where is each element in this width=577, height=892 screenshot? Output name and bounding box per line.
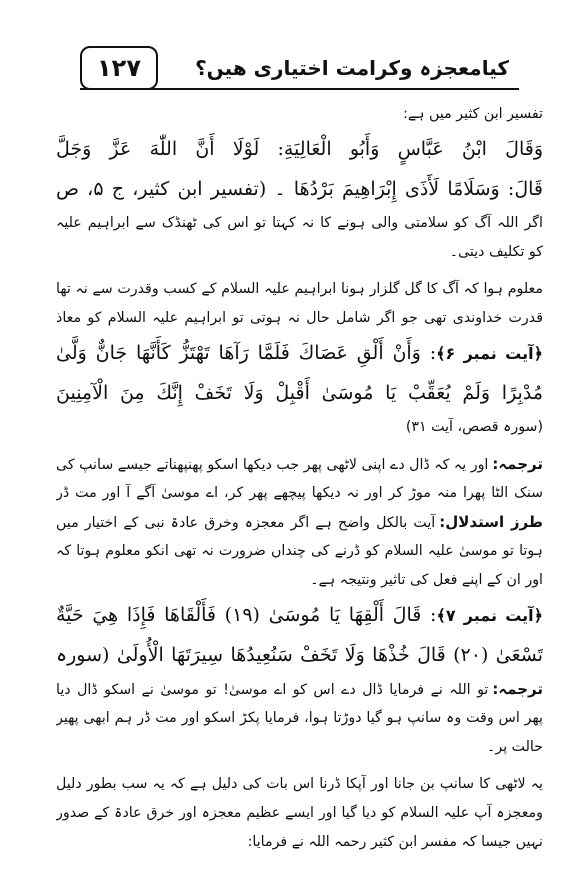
istidlal-line-3: اور ان کے اپنے فعل کی تاثیر ونتیجہ ہے۔: [310, 572, 543, 588]
translation-2-line-2: پھر اس وقت وہ سانپ ہو گیا دوڑتا ہوا، فرمایا پکڑ اسکو اور مت ڈر ہم ابھی پھیر: [56, 710, 543, 726]
translation-1-line-2: سنک الٹا پھرا منہ موڑ کر اور نہ دیکھا پیچھے پھر کر، اے موسیٰ آگے آ اور مت ڈر: [56, 485, 543, 501]
ayat-2-line-1: [56, 595, 543, 635]
istidlal-line-2: ہوتا تو موسیٰ علیہ السلام کو ڈرنے کی چنداں ضرورت نہ تھی انکو معلوم ہوتا کہ: [56, 543, 543, 559]
ayat-1-reference: (سورہ قصص، آیت ۳۱): [405, 419, 543, 435]
page-number-box: [80, 46, 158, 90]
translation-2-text-1: تو اللہ نے فرمایا ڈال دے اس کو اے موسیٰ! تو موسیٰ نے اسکو ڈال دیا: [56, 682, 489, 698]
ayat-1-line-2: مُدْبِرًا وَلَمْ يُعَقِّبْ يَا مُوسَىٰ أَقْبِلْ وَلَا تَخَفْ إِنَّكَ مِنَ الْآمِنِينَ: [56, 382, 543, 404]
paragraph-2-line-1: معلوم ہوا کہ آگ کا گل گلزار ہونا ابراہیم علیہ السلام کے کسب وقدرت سے نہ تھا: [56, 281, 543, 297]
intro-line: تفسیر ابن کثیر میں ہے:: [403, 106, 543, 122]
ayat-1-label: ﴿آیت نمبر ۶﴾: [436, 344, 543, 363]
translation-2-line-3: حالت پر۔: [487, 739, 543, 755]
ayat-1-text-1: : وَأَنْ أَلْقِ عَصَاكَ فَلَمَّا رَآهَا تَهْتَزُّ كَأَنَّهَا جَانٌّ وَلَّىٰ: [56, 342, 437, 364]
page-number: ۱۲۷: [97, 54, 141, 82]
istidlal-label: طرز استدلال:: [439, 513, 543, 531]
paragraph-1-line-1: اگر اللہ آگ کو سلامتی والی ہونے کا نہ کہتا تو اس کی ٹھنڈک سے ابراہیم علیہ: [56, 215, 543, 231]
paragraph-3-line-1: یہ لاٹھی کا سانپ بن جانا اور آپکا ڈرنا اس بات کی دلیل ہے کہ یہ سب بطور دلیل: [56, 776, 543, 792]
istidlal-text-1: آیت بالکل واضح ہے اگر معجزہ وخرق عادۃ نبی کے اختیار میں: [56, 515, 436, 531]
translation-1-label: ترجمہ:: [492, 455, 543, 473]
ayat-2-line-2: تَسْعَىٰ (۲۰) قَالَ خُذْهَا وَلَا تَخَفْ سَنُعِيدُهَا سِيرَتَهَا الْأُولَىٰ (سورہ: [56, 644, 543, 666]
translation-2-label: ترجمہ:: [492, 680, 543, 698]
arabic-quote-line-1: وَقَالَ ابْنُ عَبَّاسٍ وَأَبُو الْعَالِيَةِ: لَوْلَا أَنَّ اللّٰهَ عَزَّ وَجَلَّ: [56, 138, 543, 160]
translation-1-line-1: [56, 450, 543, 479]
translation-2-line-1: [56, 675, 543, 704]
ayat-1-line-1: [56, 333, 543, 373]
header-rule: [80, 88, 519, 90]
ayat-2-text-1: : قَالَ أَلْقِهَا يَا مُوسَىٰ (۱۹) فَأَلْقَاهَا فَإِذَا هِيَ حَيَّةٌ: [56, 604, 437, 626]
translation-1-text-1: اور یہ کہ ڈال دے اپنی لاٹھی پھر جب دیکھا اسکو پھنپھناتے جیسے سانپ کی: [56, 457, 489, 473]
paragraph-3-line-2: ومعجزہ آپ علیہ السلام کو دیا گیا اور ایسے عظیم معجزہ اور خرق عادۃ کے صدور: [56, 805, 543, 821]
paragraph-1-line-2: کو تکلیف دیتی۔: [449, 244, 543, 260]
paragraph-2-line-2: قدرت خداوندی تھی جو اگر شامل حال نہ ہوتی تو ابراہیم علیہ السلام کو معاذ: [56, 310, 543, 326]
page-body: [56, 100, 543, 857]
page-header: [22, 40, 555, 92]
running-title: کیامعجزہ وکرامت اختیاری ھیں؟: [195, 56, 509, 80]
istidlal-line-1: [56, 508, 543, 537]
ayat-2-label: ﴿آیت نمبر ۷﴾: [436, 606, 543, 625]
paragraph-3-line-3: نہیں جیسا کہ مفسر ابن کثیر رحمہ اللہ نے فرمایا:: [247, 834, 543, 850]
arabic-quote-line-2: قَالَ: وَسَلَامًا لَأَذَى إِبْرَاهِيمَ بَرْدُهَا ۔ (تفسیر ابن کثیر، ج ۵، ص: [56, 178, 543, 200]
